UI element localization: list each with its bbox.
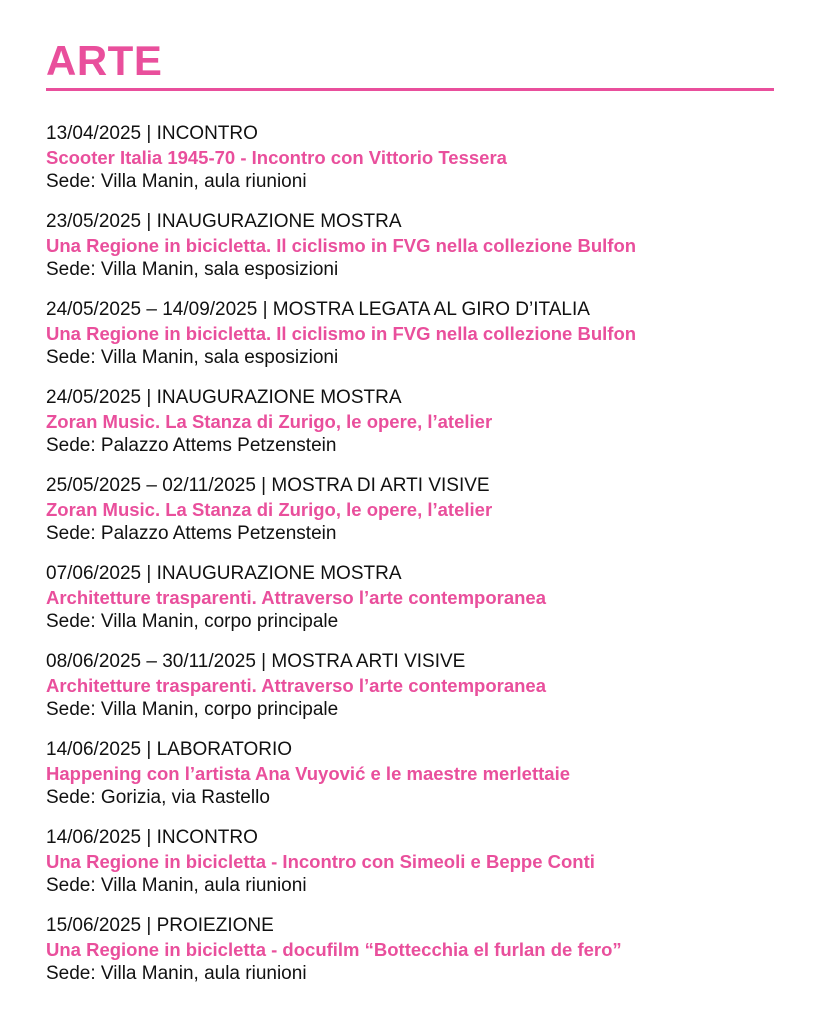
event-date-type: 07/06/2025 | INAUGURAZIONE MOSTRA <box>46 563 402 584</box>
event-list <box>46 122 774 1002</box>
section-title: ARTE <box>46 37 163 84</box>
event-date-type: 23/05/2025 | INAUGURAZIONE MOSTRA <box>46 211 402 232</box>
event-title: Architetture trasparenti. Attraverso l’arte contemporanea <box>46 675 546 696</box>
event-venue: Sede: Villa Manin, sala esposizioni <box>46 259 339 280</box>
event-item <box>46 826 774 914</box>
event-venue: Sede: Palazzo Attems Petzenstein <box>46 523 337 544</box>
event-date-type: 13/04/2025 | INCONTRO <box>46 123 258 144</box>
event-venue: Sede: Gorizia, via Rastello <box>46 787 270 808</box>
event-date-type: 08/06/2025 – 30/11/2025 | MOSTRA ARTI VISIVE <box>46 651 466 672</box>
event-title: Zoran Music. La Stanza di Zurigo, le opere, l’atelier <box>46 411 493 432</box>
title-divider <box>46 88 774 91</box>
event-venue: Sede: Villa Manin, corpo principale <box>46 699 339 720</box>
event-item <box>46 474 774 562</box>
event-item <box>46 562 774 650</box>
event-date-type: 25/05/2025 – 02/11/2025 | MOSTRA DI ARTI VISIVE <box>46 475 490 496</box>
event-venue: Sede: Villa Manin, aula riunioni <box>46 171 307 192</box>
event-date-type: 14/06/2025 | INCONTRO <box>46 827 258 848</box>
event-venue: Sede: Villa Manin, aula riunioni <box>46 963 307 984</box>
event-item <box>46 738 774 826</box>
event-title: Una Regione in bicicletta - docufilm “Bottecchia el furlan de fero” <box>46 939 622 960</box>
event-item <box>46 122 774 210</box>
event-venue: Sede: Villa Manin, sala esposizioni <box>46 347 339 368</box>
event-title: Una Regione in bicicletta - Incontro con Simeoli e Beppe Conti <box>46 851 595 872</box>
event-title: Una Regione in bicicletta. Il ciclismo in FVG nella collezione Bulfon <box>46 323 637 344</box>
event-date-type: 14/06/2025 | LABORATORIO <box>46 739 293 760</box>
event-date-type: 24/05/2025 | INAUGURAZIONE MOSTRA <box>46 387 402 408</box>
event-title: Architetture trasparenti. Attraverso l’arte contemporanea <box>46 587 546 608</box>
event-title: Happening con l’artista Ana Vuyović e le maestre merlettaie <box>46 763 571 784</box>
event-venue: Sede: Villa Manin, corpo principale <box>46 611 339 632</box>
event-item <box>46 298 774 386</box>
event-title: Una Regione in bicicletta. Il ciclismo in FVG nella collezione Bulfon <box>46 235 637 256</box>
event-venue: Sede: Villa Manin, aula riunioni <box>46 875 307 896</box>
event-venue: Sede: Palazzo Attems Petzenstein <box>46 435 337 456</box>
event-item <box>46 210 774 298</box>
event-item <box>46 914 774 1002</box>
event-item <box>46 386 774 474</box>
event-date-type: 15/06/2025 | PROIEZIONE <box>46 915 274 936</box>
event-title: Scooter Italia 1945-70 - Incontro con Vittorio Tessera <box>46 147 507 168</box>
event-date-type: 24/05/2025 – 14/09/2025 | MOSTRA LEGATA AL GIRO D’ITALIA <box>46 299 590 320</box>
event-title: Zoran Music. La Stanza di Zurigo, le opere, l’atelier <box>46 499 493 520</box>
event-item <box>46 650 774 738</box>
